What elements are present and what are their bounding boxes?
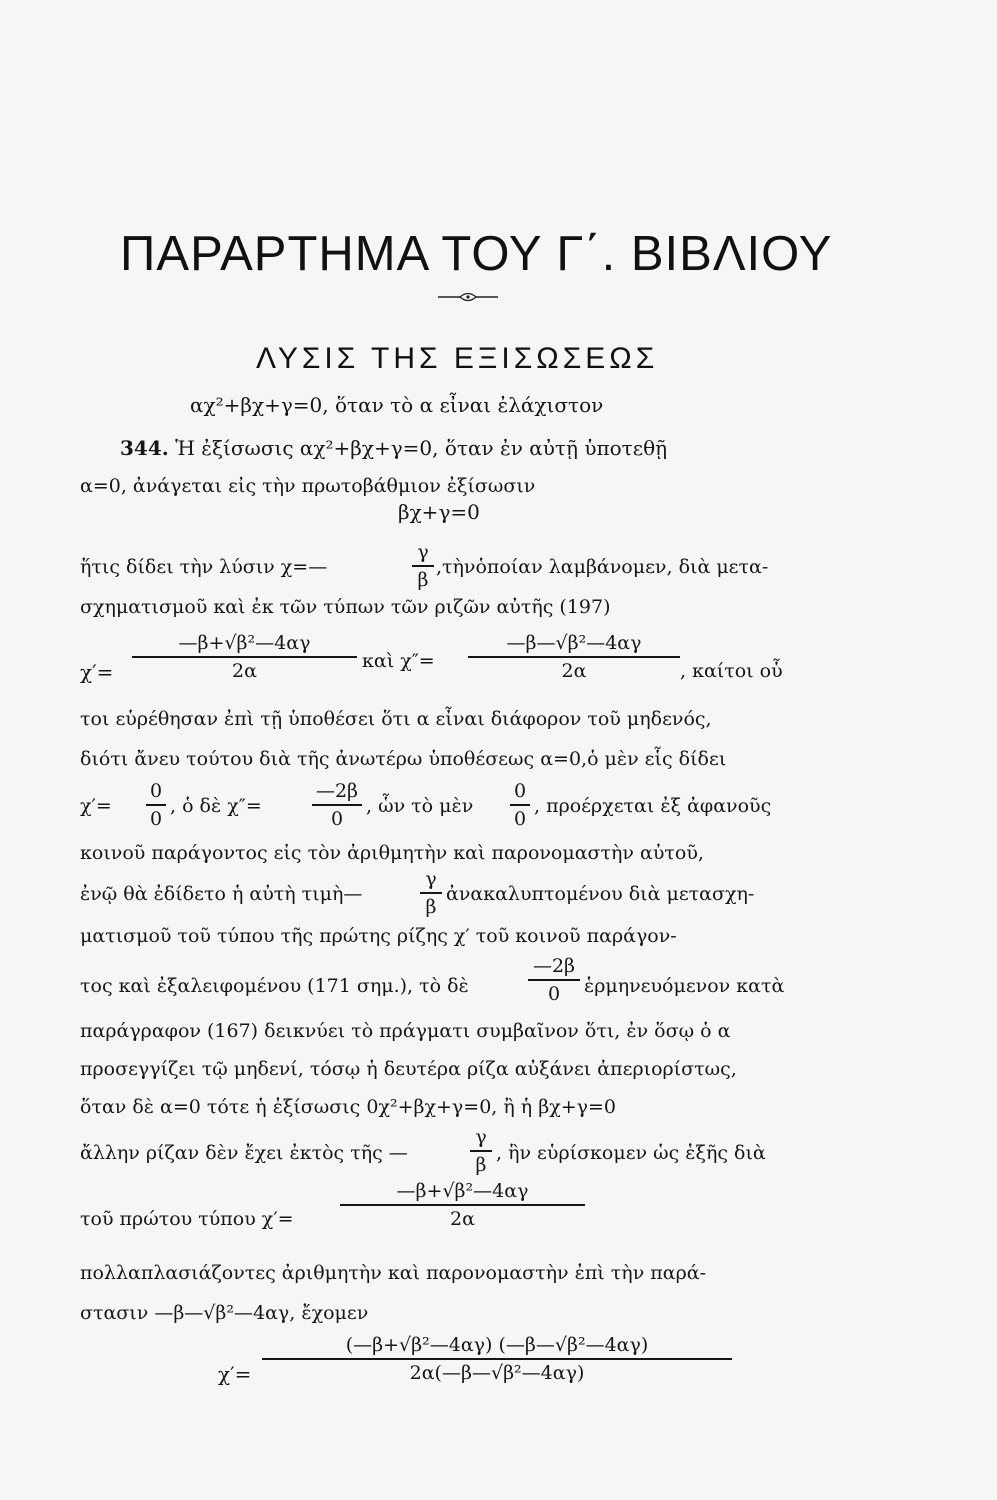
fraction	[470, 1126, 492, 1176]
text-fragment: καὶ χ″=	[362, 650, 435, 672]
fraction-denominator: 2α	[561, 660, 587, 682]
fraction	[340, 1180, 585, 1230]
page-title: ΠΑΡΑΡΤΗΜΑ ΤΟΥ Γ΄. ΒΙΒΛΙΟΥ	[120, 227, 833, 281]
paragraph-line: τοι εὑρέθησαν ἐπὶ τῇ ὑποθέσει ὅτι α εἶναι διάφορον τοῦ μηδενός,	[80, 708, 712, 730]
text-fragment: , ὧν τὸ μὲν	[366, 795, 474, 817]
fraction-denominator: 0	[149, 808, 163, 830]
fraction-bar	[412, 565, 434, 567]
fraction	[420, 868, 442, 918]
text-fragment: χ′=	[80, 660, 114, 684]
fraction	[528, 955, 580, 1005]
fraction-denominator: 0	[513, 808, 527, 830]
paragraph-line: ματισμοῦ τοῦ τύπου τῆς πρώτης ρίζης χ′ τοῦ κοινοῦ παράγον-	[80, 925, 677, 947]
fraction	[412, 541, 434, 591]
text-fragment: ἥτις δίδει τὴν λύσιν χ=—	[80, 556, 328, 578]
fraction-denominator: 0	[547, 983, 561, 1005]
text-fragment: , ὁ δὲ χ″=	[170, 795, 262, 817]
paragraph-line	[80, 556, 327, 578]
fraction-bar	[420, 892, 442, 894]
ornament-divider	[438, 290, 498, 304]
fraction-numerator: —2β	[315, 780, 359, 802]
text-fragment: ἀνακαλυπτομένου διὰ μετασχη-	[446, 883, 755, 905]
fraction-numerator: γ	[425, 868, 437, 890]
fraction-bar	[132, 656, 357, 658]
fraction-numerator: —β—√β²—4αγ	[506, 632, 642, 654]
fraction-numerator: —β+√β²—4αγ	[178, 632, 311, 654]
fraction	[468, 632, 680, 682]
paragraph-line: σχηματισμοῦ καὶ ἐκ τῶν τύπων τῶν ριζῶν αὐτῆς (197)	[80, 596, 611, 618]
fraction-bar	[340, 1204, 585, 1206]
paragraph-number: 344.	[120, 436, 169, 460]
text-fragment: ἐνῷ θὰ ἐδίδετο ἡ αὐτὴ τιμὴ—	[80, 883, 363, 905]
fraction-bar	[470, 1150, 492, 1152]
fraction-numerator: 0	[149, 780, 163, 802]
fraction-denominator: β	[417, 569, 429, 591]
paragraph-line: πολλαπλασιάζοντες ἀριθμητὴν καὶ παρονομαστὴν ἐπὶ τὴν παρά-	[80, 1262, 707, 1284]
text-fragment: , καίτοι οὗ	[680, 660, 783, 682]
fraction-numerator: —2β	[532, 955, 576, 977]
text-fragment: τος καὶ ἐξαλειφομένου (171 σημ.), τὸ δὲ	[80, 975, 469, 997]
paragraph-line: κοινοῦ παράγοντος εἰς τὸν ἀριθμητὴν καὶ παρονομαστὴν αὐτοῦ,	[80, 842, 704, 864]
fraction-bar	[468, 656, 680, 658]
fraction-bar	[528, 979, 580, 981]
fraction-numerator: (—β+√β²—4αγ) (—β—√β²—4αγ)	[345, 1334, 649, 1356]
fraction-denominator: 2α(—β—√β²—4αγ)	[409, 1362, 585, 1384]
text-fragment: ἄλλην ρίζαν δὲν ἔχει ἐκτὸς τῆς —	[80, 1142, 408, 1164]
text-fragment: χ′=	[80, 795, 112, 817]
paragraph-line: διότι ἄνευ τούτου διὰ τῆς ἀνωτέρω ὑποθέσεως α=0,ὁ μὲν εἷς δίδει	[80, 748, 727, 770]
text-fragment: τοῦ πρώτου τύπου χ′=	[80, 1208, 294, 1230]
text-fragment: , ἣν εὑρίσκομεν ὡς ἑξῆς διὰ	[496, 1142, 766, 1164]
fraction-bar	[262, 1358, 732, 1360]
fraction-numerator: —β+√β²—4αγ	[396, 1180, 529, 1202]
fraction-numerator: γ	[475, 1126, 487, 1148]
text-fragment: , προέρχεται ἐξ ἀφανοῦς	[534, 795, 772, 817]
fraction-bar	[146, 804, 166, 806]
paragraph-line: α=0, ἀνάγεται εἰς τὴν πρωτοβάθμιον ἐξίσωσιν	[80, 475, 536, 497]
fraction-bar	[312, 804, 362, 806]
paragraph-line: στασιν —β—√β²—4αγ, ἔχομεν	[80, 1302, 369, 1324]
fraction	[510, 780, 530, 830]
paragraph-text: Ἡ ἐξίσωσις αχ²+βχ+γ=0, ὅταν ἐν αὐτῇ ὑποτεθῇ	[175, 436, 668, 460]
text-fragment: χ′=	[218, 1362, 252, 1386]
text-fragment: ,τὴνὁποίαν λαμβάνομεν, διὰ μετα-	[436, 556, 769, 578]
fraction-numerator: γ	[417, 541, 429, 563]
fraction-denominator: β	[425, 896, 437, 918]
paragraph-line: παράγραφον (167) δεικνύει τὸ πράγματι συμβαῖνον ὅτι, ἐν ὅσῳ ὁ α	[80, 1020, 731, 1042]
paragraph-line: ὅταν δὲ α=0 τότε ἡ ἐξίσωσις 0χ²+βχ+γ=0, ἢ ἡ βχ+γ=0	[80, 1096, 616, 1118]
fraction	[262, 1334, 732, 1384]
fraction-denominator: 2α	[450, 1208, 475, 1230]
fraction-denominator: 0	[330, 808, 344, 830]
paragraph-line	[120, 436, 667, 460]
fraction-denominator: 2α	[232, 660, 257, 682]
fraction-numerator: 0	[513, 780, 527, 802]
text-fragment: ἑρμηνευόμενον κατὰ	[584, 975, 785, 997]
fraction	[146, 780, 166, 830]
equation-line: βχ+γ=0	[398, 500, 480, 524]
fraction-denominator: β	[475, 1154, 487, 1176]
section-title: ΛΥΣΙΣ ΤΗΣ ΕΞΙΣΩΣΕΩΣ	[256, 342, 659, 375]
section-subtitle-equation: αχ²+βχ+γ=0, ὅταν τὸ α εἶναι ἐλάχιστον	[190, 393, 604, 417]
fraction	[132, 632, 357, 682]
fraction-bar	[510, 804, 530, 806]
paragraph-line: προσεγγίζει τῷ μηδενί, τόσῳ ἡ δευτέρα ρίζα αὐξάνει ἀπεριορίστως,	[80, 1058, 737, 1080]
fraction	[312, 780, 362, 830]
